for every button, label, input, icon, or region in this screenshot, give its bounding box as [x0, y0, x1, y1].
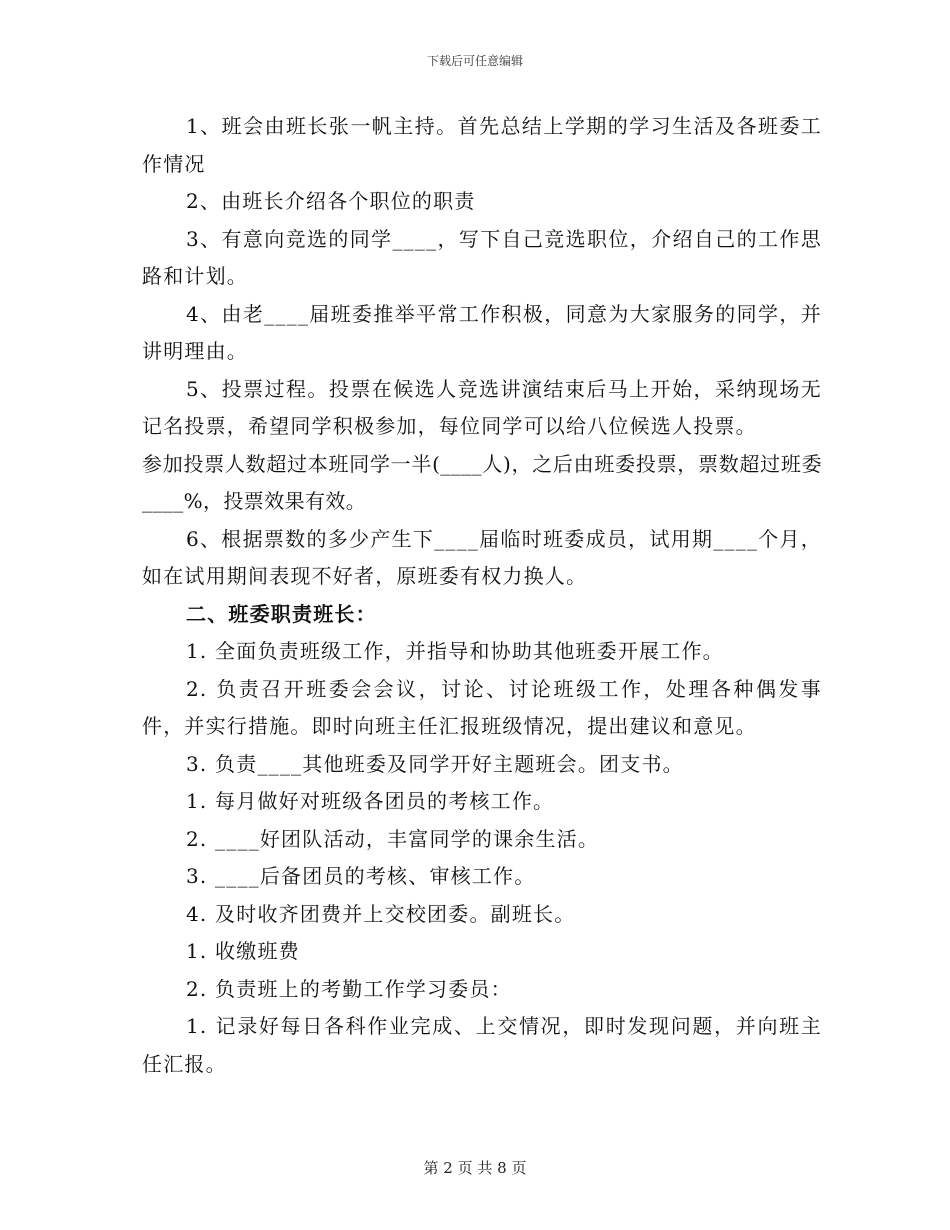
paragraph-voting-threshold: 参加投票人数超过本班同学一半(____人)，之后由班委投票，票数超过班委____%，投票效果有效。 — [142, 451, 822, 513]
list-item-study-1: 1. 记录好每日各科作业完成、上交情况，即时发现问题，并向班主任汇报。 — [142, 1014, 822, 1076]
paragraph-meeting-host: 1、班会由班长张一帆主持。首先总结上学期的学习生活及各班委工作情况 — [142, 114, 822, 176]
list-item-league-2: 2. ____好团队活动，丰富同学的课余生活。 — [186, 826, 600, 851]
page-footer: 第 2 页 共 8 页 — [423, 1159, 527, 1177]
section-heading-duties: 二、班委职责班长： — [186, 601, 377, 626]
page-header: 下载后可任意编辑 — [426, 54, 523, 68]
list-item-vice-monitor-1: 1. 收缴班费 — [186, 939, 300, 963]
list-item-league-4: 4. 及时收齐团费并上交校团委。副班长。 — [186, 901, 576, 926]
paragraph-voting-process: 5、投票过程。投票在候选人竞选讲演结束后马上开始，采纳现场无记名投票，希望同学积极参加，每位同学可以给八位候选人投票。 — [142, 376, 822, 438]
document-body — [142, 108, 822, 1083]
paragraph-temporary-committee: 6、根据票数的多少产生下____届临时班委成员，试用期____个月，如在试用期间表现不好者，原班委有权力换人。 — [142, 526, 822, 588]
list-item-monitor-1: 1. 全面负责班级工作，并指导和协助其他班委开展工作。 — [186, 639, 724, 663]
list-item-monitor-2: 2. 负责召开班委会会议，讨论、讨论班级工作，处理各种偶发事件，并实行措施。即时向班主任汇报班级情况，提出建议和意见。 — [142, 676, 822, 738]
list-item-vice-monitor-2: 2. 负责班上的考勤工作学习委员： — [186, 976, 512, 1001]
paragraph-duties-intro: 2、由班长介绍各个职位的职责 — [186, 189, 476, 213]
list-item-monitor-3: 3. 负责____其他班委及同学开好主题班会。团支书。 — [186, 751, 684, 776]
paragraph-nomination: 4、由老____届班委推举平常工作积极，同意为大家服务的同学，并讲明理由。 — [142, 301, 822, 363]
list-item-league-1: 1. 每月做好对班级各团员的考核工作。 — [186, 789, 555, 813]
list-item-league-3: 3. ____后备团员的考核、审核工作。 — [186, 864, 536, 888]
paragraph-candidates: 3、有意向竞选的同学____，写下自己竞选职位，介绍自己的工作思路和计划。 — [142, 226, 822, 288]
